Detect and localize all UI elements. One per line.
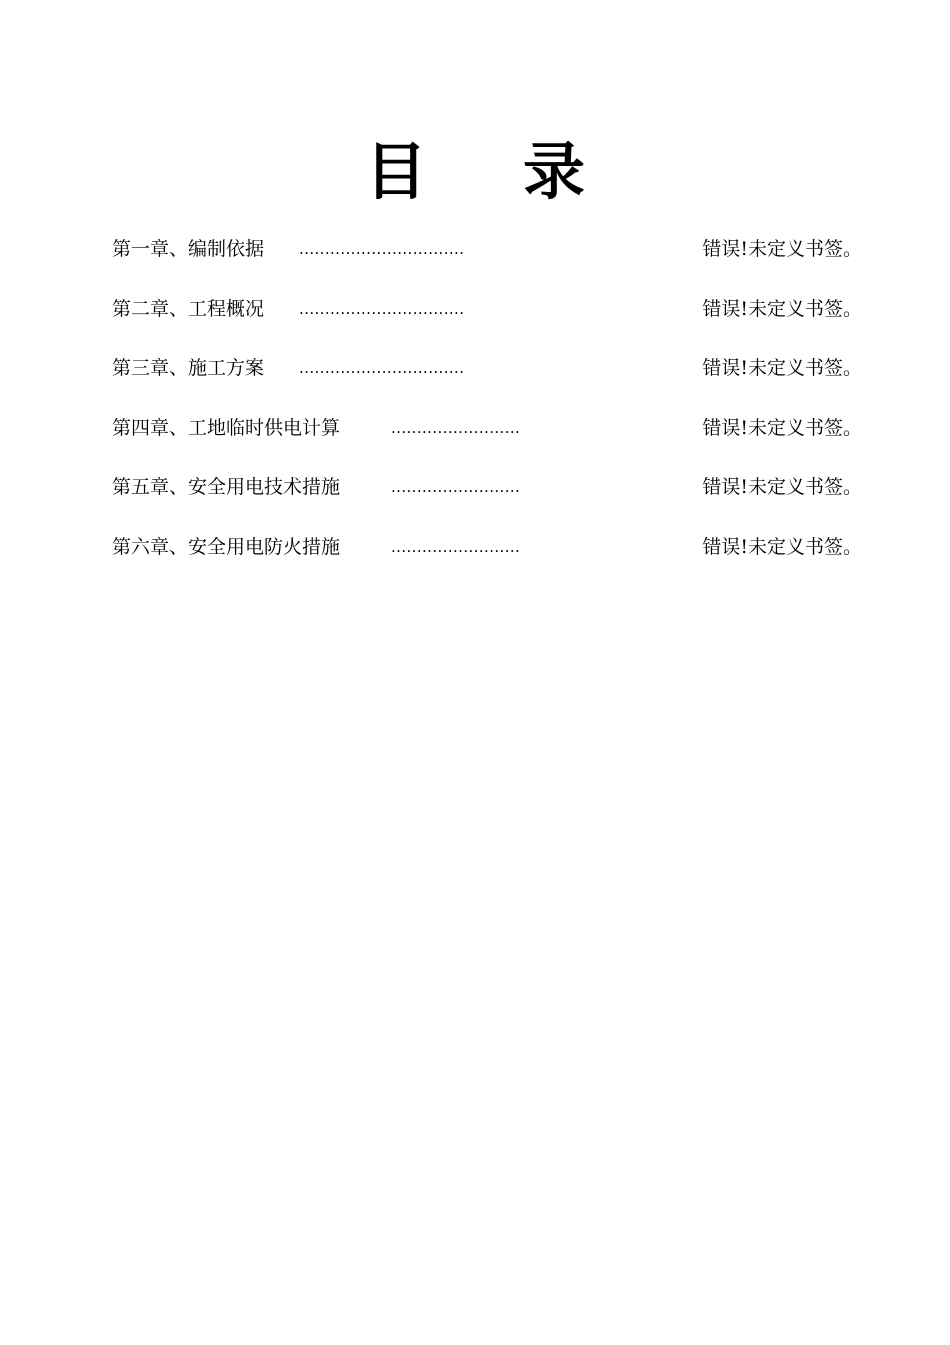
toc-entry-leader: .........................	[391, 418, 521, 437]
toc-entry-label: 第四章、工地临时供电计算	[112, 416, 341, 439]
toc-entry-page-ref: 错误!未定义书签。	[702, 416, 862, 439]
toc-entry-leader: .........................	[391, 537, 521, 556]
toc-entry-chapter-2[interactable]	[112, 290, 862, 350]
toc-entry-label: 第六章、安全用电防火措施	[112, 535, 341, 558]
toc-entry-leader: ................................	[299, 359, 465, 377]
toc-title-char-2: 录	[523, 135, 586, 208]
toc-entry-chapter-6[interactable]	[112, 528, 862, 588]
toc-entry-label: 第五章、安全用电技术措施	[112, 476, 341, 498]
toc-entry-chapter-5[interactable]	[112, 468, 862, 528]
toc-list	[112, 230, 862, 587]
toc-entry-chapter-4[interactable]	[112, 409, 862, 469]
toc-entry-chapter-3[interactable]	[112, 349, 862, 409]
toc-entry-chapter-1[interactable]	[112, 230, 862, 290]
toc-entry-page-ref: 错误!未定义书签。	[702, 357, 862, 379]
toc-entry-leader: .........................	[391, 478, 521, 496]
toc-entry-page-ref: 错误!未定义书签。	[702, 476, 862, 498]
toc-entry-page-ref: 错误!未定义书签。	[702, 535, 862, 558]
toc-entry-label: 第一章、编制依据	[112, 238, 265, 260]
toc-title	[0, 136, 950, 208]
toc-entry-label: 第二章、工程概况	[112, 297, 265, 320]
toc-entry-page-ref: 错误!未定义书签。	[702, 238, 862, 260]
toc-entry-leader: ................................	[299, 299, 465, 318]
toc-entry-label: 第三章、施工方案	[112, 357, 265, 379]
toc-entry-leader: ................................	[299, 240, 465, 258]
toc-entry-page-ref: 错误!未定义书签。	[702, 297, 862, 320]
toc-title-char-1: 目	[364, 135, 427, 208]
